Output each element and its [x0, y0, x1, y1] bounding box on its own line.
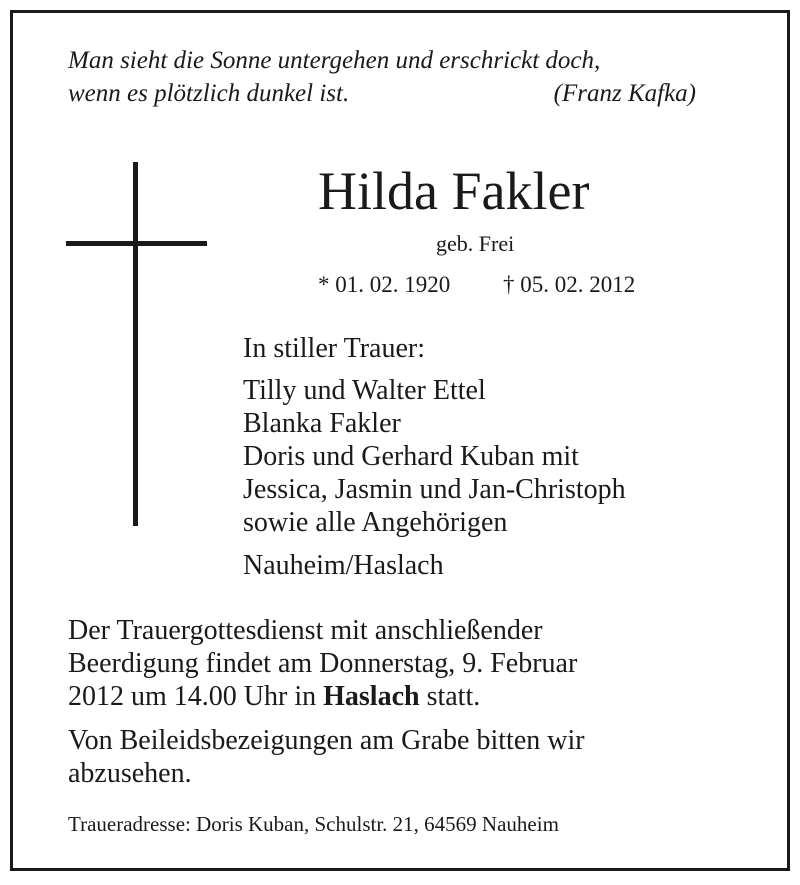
kafka-quote — [68, 44, 708, 110]
service-time: 2012 um 14.00 Uhr in — [68, 681, 324, 712]
mourner-line: Doris und Gerhard Kuban mit — [243, 441, 579, 472]
service-line-1: Der Trauergottesdienst mit anschließender — [68, 615, 543, 646]
quote-line-2: wenn es plötzlich dunkel ist. — [68, 80, 350, 107]
quote-author: (Franz Kafka) — [553, 80, 696, 107]
condolence-line-2: abzusehen. — [68, 758, 192, 789]
birth-date: * 01. 02. 1920 — [318, 272, 451, 297]
cross-vertical-bar — [133, 162, 138, 526]
service-ending: statt. — [419, 681, 481, 712]
death-date: † 05. 02. 2012 — [503, 272, 636, 297]
mourning-intro: In stiller Trauer: — [243, 333, 425, 364]
deceased-name: Hilda Fakler — [318, 161, 590, 221]
service-line-3 — [68, 680, 748, 713]
mourner-line: Jessica, Jasmin und Jan-Christoph — [243, 474, 626, 505]
mourning-address: Traueradresse: Doris Kuban, Schulstr. 21, 64569 Nauheim — [68, 812, 559, 836]
mourner-line: Blanka Fakler — [243, 408, 401, 439]
funeral-service-text — [68, 614, 748, 713]
condolence-request — [68, 724, 748, 790]
mourner-line: sowie alle Angehörigen — [243, 507, 508, 538]
mourners-block — [243, 332, 626, 582]
mourners-place: Nauheim/Haslach — [243, 550, 444, 581]
cross-horizontal-bar — [66, 241, 207, 246]
mourner-line: Tilly und Walter Ettel — [243, 375, 486, 406]
service-line-2: Beerdigung findet am Donnerstag, 9. Februar — [68, 648, 578, 679]
quote-line-1: Man sieht die Sonne untergehen und erschrickt doch, — [68, 47, 601, 74]
maiden-name: geb. Frei — [436, 231, 515, 256]
service-location: Haslach — [323, 681, 420, 712]
condolence-line-1: Von Beileidsbezeigungen am Grabe bitten wir — [68, 725, 585, 756]
